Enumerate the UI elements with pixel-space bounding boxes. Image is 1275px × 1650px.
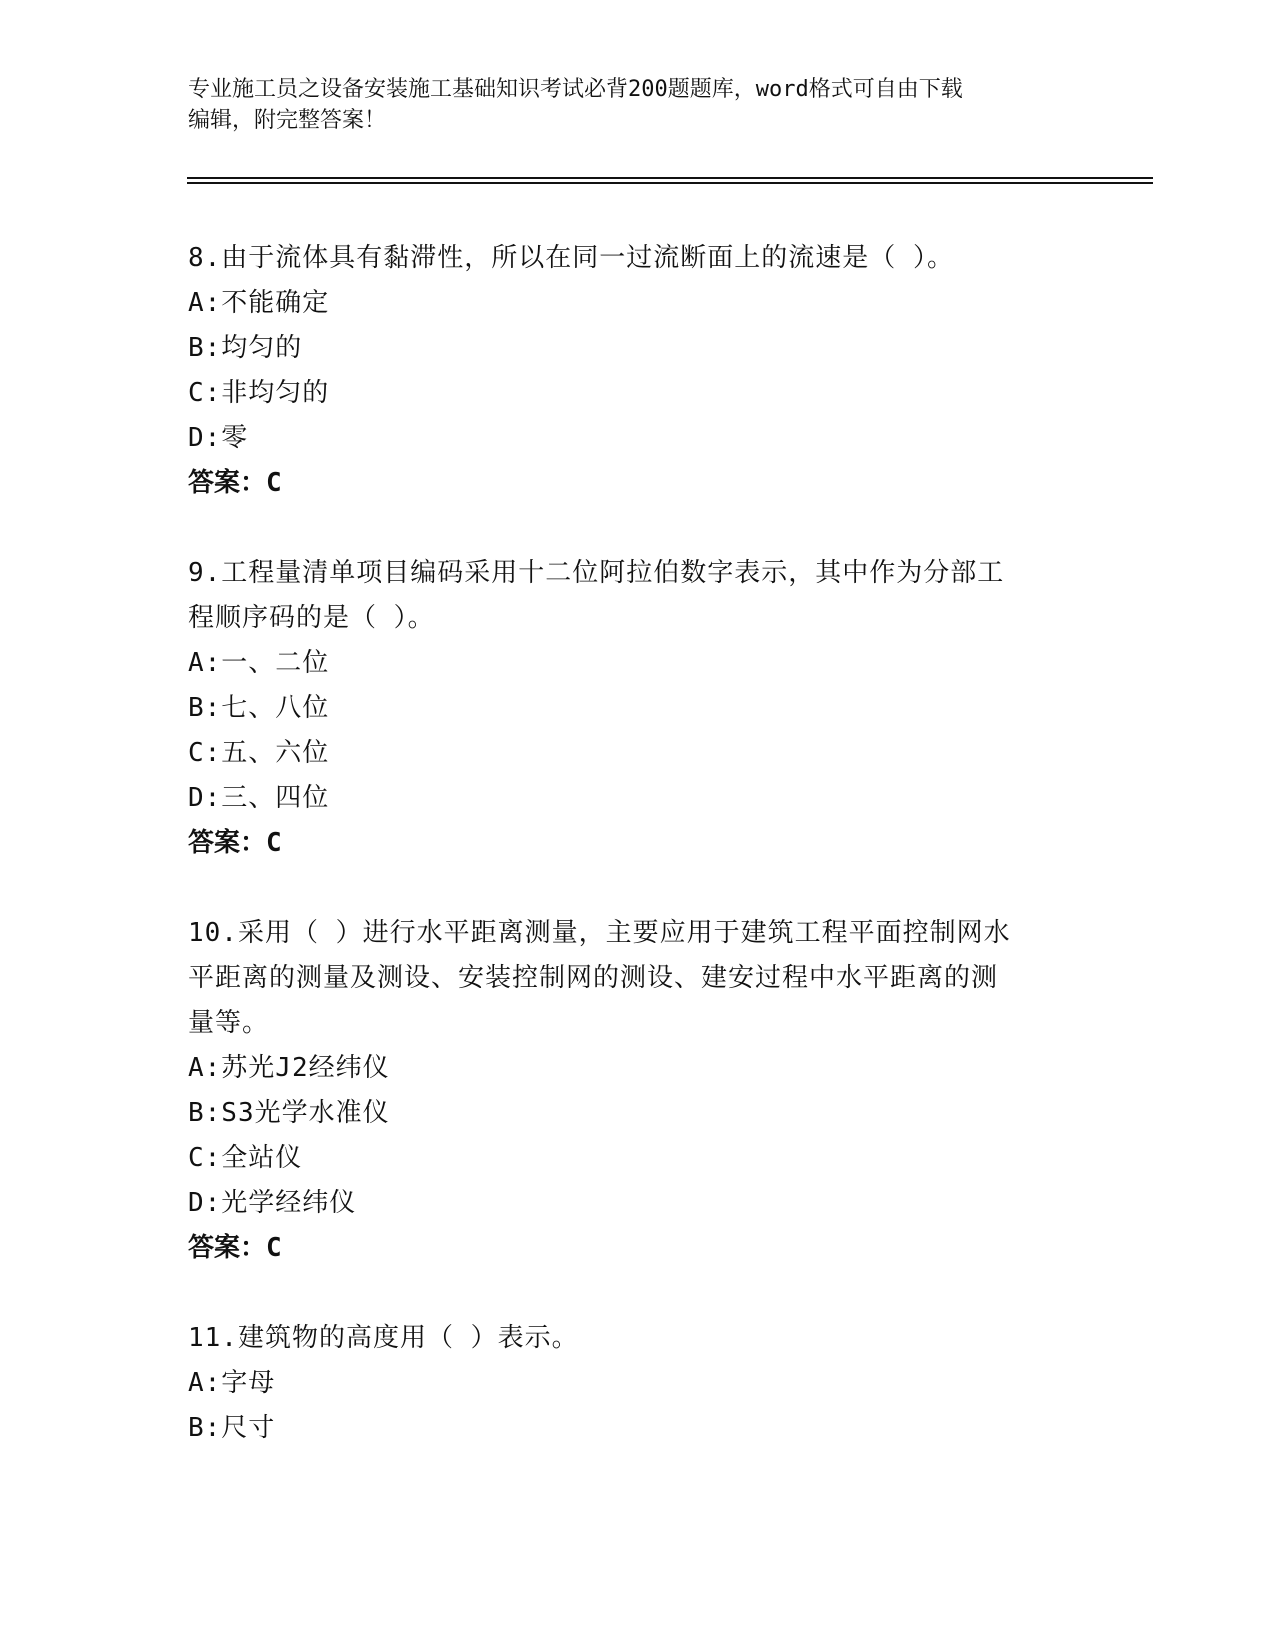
option-a: A:苏光J2经纬仪 bbox=[188, 1053, 390, 1083]
question-stem: 11.建筑物的高度用（ ）表示。 bbox=[188, 1323, 579, 1353]
option-c: C:五、六位 bbox=[188, 738, 330, 768]
option-b: B:七、八位 bbox=[188, 693, 330, 723]
question-stem: 8.由于流体具有黏滞性，所以在同一过流断面上的流速是（ ）。 bbox=[188, 243, 954, 273]
option-a: A:一、二位 bbox=[188, 648, 330, 678]
header-divider bbox=[187, 177, 1153, 179]
question-stem-continued: 量等。 bbox=[188, 1008, 270, 1038]
option-b: B:S3光学水准仪 bbox=[188, 1098, 390, 1128]
question-stem: 10.采用（ ）进行水平距离测量，主要应用于建筑工程平面控制网水 bbox=[188, 918, 1011, 948]
option-b: B:尺寸 bbox=[188, 1413, 276, 1443]
answer: 答案：C bbox=[188, 1233, 282, 1263]
answer: 答案：C bbox=[188, 828, 282, 858]
option-d: D:零 bbox=[188, 423, 249, 453]
question-stem-continued: 程顺序码的是（ ）。 bbox=[188, 603, 435, 633]
question-stem-continued: 平距离的测量及测设、安装控制网的测设、建安过程中水平距离的测 bbox=[188, 963, 999, 993]
option-c: C:全站仪 bbox=[188, 1143, 303, 1173]
option-a: A:不能确定 bbox=[188, 288, 330, 318]
answer: 答案：C bbox=[188, 468, 282, 498]
option-d: D:光学经纬仪 bbox=[188, 1188, 357, 1218]
option-a: A:字母 bbox=[188, 1368, 276, 1398]
header-divider-secondary bbox=[187, 182, 1153, 184]
header-title-line-2: 编辑，附完整答案！ bbox=[188, 108, 387, 133]
question-stem: 9.工程量清单项目编码采用十二位阿拉伯数字表示，其中作为分部工 bbox=[188, 558, 1005, 588]
header-title-line-1: 专业施工员之设备安装施工基础知识考试必背200题题库，word格式可自由下载 bbox=[188, 77, 963, 102]
option-b: B:均匀的 bbox=[188, 333, 303, 363]
option-d: D:三、四位 bbox=[188, 783, 330, 813]
option-c: C:非均匀的 bbox=[188, 378, 330, 408]
